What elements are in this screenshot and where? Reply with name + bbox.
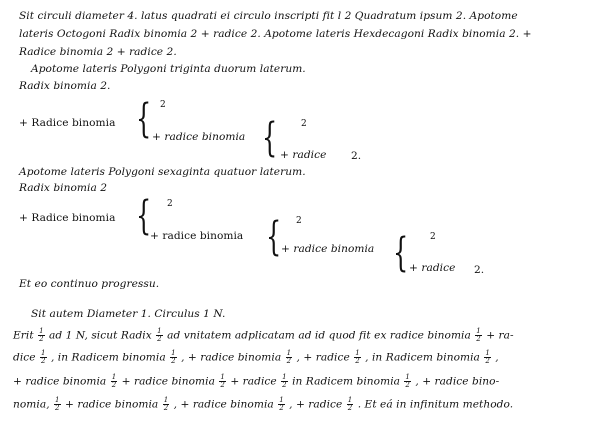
left-brace-3: { xyxy=(136,193,152,239)
fraction-half xyxy=(156,328,163,343)
plus-radice-binomia-2: + Radice binomia xyxy=(19,212,116,224)
exponent-2e: 2 xyxy=(430,232,436,242)
number-2-dot-2: 2. xyxy=(474,264,485,276)
et-eo-continuo: Et eo continuo progressu. xyxy=(19,278,160,290)
fraction-half xyxy=(404,374,411,389)
fraction-denominator: 2 xyxy=(55,404,60,412)
l3-e: , + radice bino- xyxy=(415,375,500,388)
fraction-numerator: 1 xyxy=(279,396,284,404)
fraction-denominator: 2 xyxy=(279,404,284,412)
erit-line xyxy=(13,328,514,343)
l4-b: + radice binomia xyxy=(64,398,159,411)
fraction-half xyxy=(281,374,288,389)
l2-b: , in Radicem binomia xyxy=(50,351,166,364)
plus-radice-binomia-4: + radice binomia xyxy=(281,243,375,255)
fraction-denominator: 2 xyxy=(220,381,225,389)
fraction-numerator: 1 xyxy=(157,327,162,335)
fraction-numerator: 1 xyxy=(347,396,353,404)
left-brace-4: { xyxy=(266,214,282,260)
fraction-numerator: 1 xyxy=(55,396,60,404)
l4-a: nomia, xyxy=(13,398,50,411)
fraction-numerator: 1 xyxy=(163,396,169,404)
formula-line-4 xyxy=(13,397,513,412)
erit-text-d: + ra- xyxy=(486,329,514,342)
left-brace-2: { xyxy=(262,115,278,161)
l3-c: + radice xyxy=(230,375,277,388)
fraction-half xyxy=(111,374,118,389)
fraction-numerator: 1 xyxy=(286,349,292,357)
l2-c: , + radice binomia xyxy=(181,351,282,364)
plus-radice-binomia-3: + radice binomia xyxy=(150,230,244,242)
fraction-half xyxy=(163,397,170,412)
fraction-half xyxy=(278,397,285,412)
fraction-numerator: 1 xyxy=(39,327,44,335)
heading-polygon-32: Apotome lateris Polygoni triginta duorum laterum. xyxy=(31,63,306,75)
fraction-half xyxy=(170,350,177,365)
fraction-denominator: 2 xyxy=(485,357,490,365)
fraction-denominator: 2 xyxy=(111,381,117,389)
fraction-denominator: 2 xyxy=(286,357,292,365)
text-line-2: lateris Octogoni Radix binomia 2 + radice 2. Apotome lateris Hexdecagoni Radix binomia 2. + xyxy=(19,28,532,40)
radix-binomia-line: Radix binomia 2. xyxy=(19,80,111,92)
l3-a: + radice binomia xyxy=(13,375,107,388)
radix-binomia-line-2: Radix binomia 2 xyxy=(19,182,108,194)
l2-e: , in Radicem binomia xyxy=(365,351,480,364)
fraction-half xyxy=(54,397,61,412)
plus-radice-2: + radice xyxy=(409,262,456,274)
l4-c: , + radice binomia xyxy=(173,398,274,411)
fraction-numerator: 1 xyxy=(476,327,481,335)
l3-d: in Radicem binomia xyxy=(292,375,400,388)
fraction-numerator: 1 xyxy=(485,349,490,357)
fraction-numerator: 1 xyxy=(355,349,360,357)
number-2-dot: 2. xyxy=(351,150,362,162)
fraction-half xyxy=(484,350,491,365)
plus-radice-binomia: + Radice binomia xyxy=(19,117,116,129)
fraction-denominator: 2 xyxy=(171,357,176,365)
fraction-numerator: 1 xyxy=(405,373,410,381)
l3-b: + radice binomia xyxy=(121,375,215,388)
exponent-2: 2 xyxy=(160,100,166,110)
fraction-denominator: 2 xyxy=(157,335,162,343)
l2-d: , + radice xyxy=(296,351,350,364)
fraction-denominator: 2 xyxy=(355,357,360,365)
text-line-3: Radice binomia 2 + radice 2. xyxy=(19,46,177,58)
fraction-numerator: 1 xyxy=(171,349,176,357)
formula-line-2 xyxy=(13,350,499,365)
formula-line-3 xyxy=(13,374,499,389)
left-brace-5: { xyxy=(393,230,409,276)
fraction-half xyxy=(475,328,482,343)
fraction-denominator: 2 xyxy=(405,381,410,389)
exponent-2d: 2 xyxy=(296,216,302,226)
fraction-numerator: 1 xyxy=(111,373,117,381)
text-line-1: Sit circuli diameter 4. latus quadrati ei circulo inscripti fit l 2 Quadratum ipsum 2. Apotome xyxy=(19,10,518,22)
l4-e: . Et eá in infinitum methodo. xyxy=(357,398,514,411)
l2-a: dice xyxy=(13,351,36,364)
l2-f: , xyxy=(495,351,499,364)
fraction-numerator: 1 xyxy=(282,373,287,381)
fraction-denominator: 2 xyxy=(163,404,169,412)
fraction-denominator: 2 xyxy=(347,404,353,412)
exponent-2c: 2 xyxy=(167,199,173,209)
fraction-denominator: 2 xyxy=(39,335,44,343)
fraction-half xyxy=(354,350,361,365)
plus-radice: + radice xyxy=(280,149,327,161)
erit-text-c: ad vnitatem adplicatam ad id quod fit ex radice binomia xyxy=(167,329,471,342)
fraction-half xyxy=(40,350,47,365)
exponent-2b: 2 xyxy=(301,119,307,129)
fraction-numerator: 1 xyxy=(220,373,225,381)
fraction-half xyxy=(286,350,293,365)
sit-autem-line: Sit autem Diameter 1. Circulus 1 N. xyxy=(31,308,226,320)
fraction-denominator: 2 xyxy=(476,335,481,343)
fraction-denominator: 2 xyxy=(282,381,287,389)
fraction-numerator: 1 xyxy=(41,349,46,357)
fraction-denominator: 2 xyxy=(41,357,46,365)
heading-polygon-64: Apotome lateris Polygoni sexaginta quatuor laterum. xyxy=(19,166,306,178)
fraction-half xyxy=(347,397,354,412)
fraction-half xyxy=(219,374,226,389)
left-brace-1: { xyxy=(136,96,152,142)
fraction-half xyxy=(38,328,45,343)
erit-text-b: ad 1 N, sicut Radix xyxy=(49,329,152,342)
l4-d: , + radice xyxy=(289,398,343,411)
plus-radice-binomia-low: + radice binomia xyxy=(152,131,246,143)
erit-word: Erit xyxy=(13,329,34,342)
